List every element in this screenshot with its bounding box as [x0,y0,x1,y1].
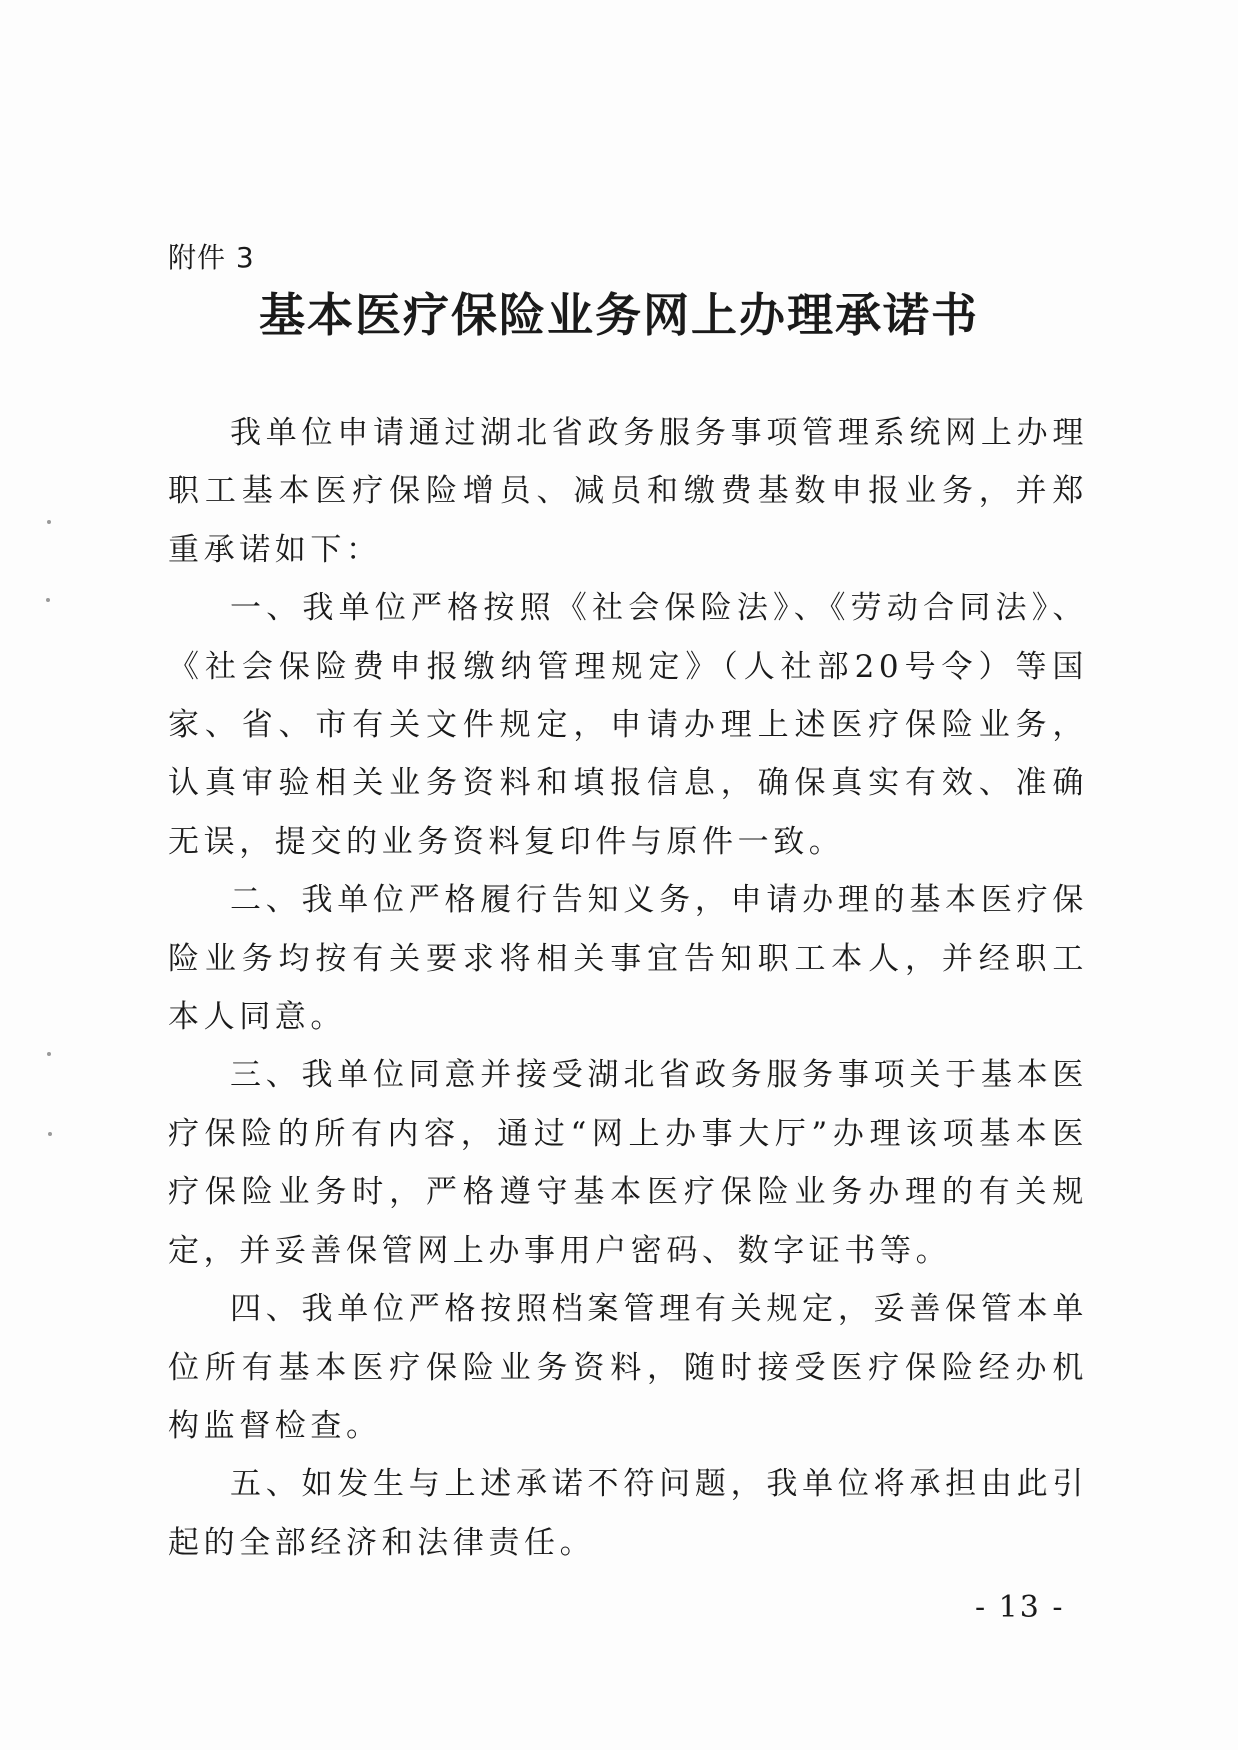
scan-speck [47,1052,51,1056]
commitment-clause-1: 一、我单位严格按照《社会保险法》、《劳动合同法》、《社会保险费申报缴纳管理规定》（人社部20号令）等国家、省、市有关文件规定，申请办理上述医疗保险业务，认真审验相关业务资料和填报信息，确保真实有效、准确无误，提交的业务资料复印件与原件一致。 [168,590,1088,860]
scan-speck [48,1132,52,1136]
commitment-clause-4: 四、我单位严格按照档案管理有关规定，妥善保管本单位所有基本医疗保险业务资料，随时接受医疗保险经办机构监督检查。 [168,1291,1088,1444]
intro-paragraph: 我单位申请通过湖北省政务服务事项管理系统网上办理职工基本医疗保险增员、减员和缴费基数申报业务，并郑重承诺如下： [168,415,1088,568]
document-body [168,404,1088,1572]
commitment-clause-5: 五、如发生与上述承诺不符问题，我单位将承担由此引起的全部经济和法律责任。 [168,1466,1088,1561]
attachment-label: 附件 3 [168,241,255,274]
commitment-clause-3: 三、我单位同意并接受湖北省政务服务事项关于基本医疗保险的所有内容，通过“网上办事大厅”办理该项基本医疗保险业务时，严格遵守基本医疗保险业务办理的有关规定，并妥善保管网上办事用户密码、数字证书等。 [168,1057,1088,1269]
document-title: 基本医疗保险业务网上办理承诺书 [259,288,979,342]
commitment-clause-2: 二、我单位严格履行告知义务，申请办理的基本医疗保险业务均按有关要求将相关事宜告知职工本人，并经职工本人同意。 [168,882,1088,1036]
page-number: - 13 - [975,1590,1065,1625]
scan-speck [47,520,51,524]
scan-speck [46,598,50,602]
